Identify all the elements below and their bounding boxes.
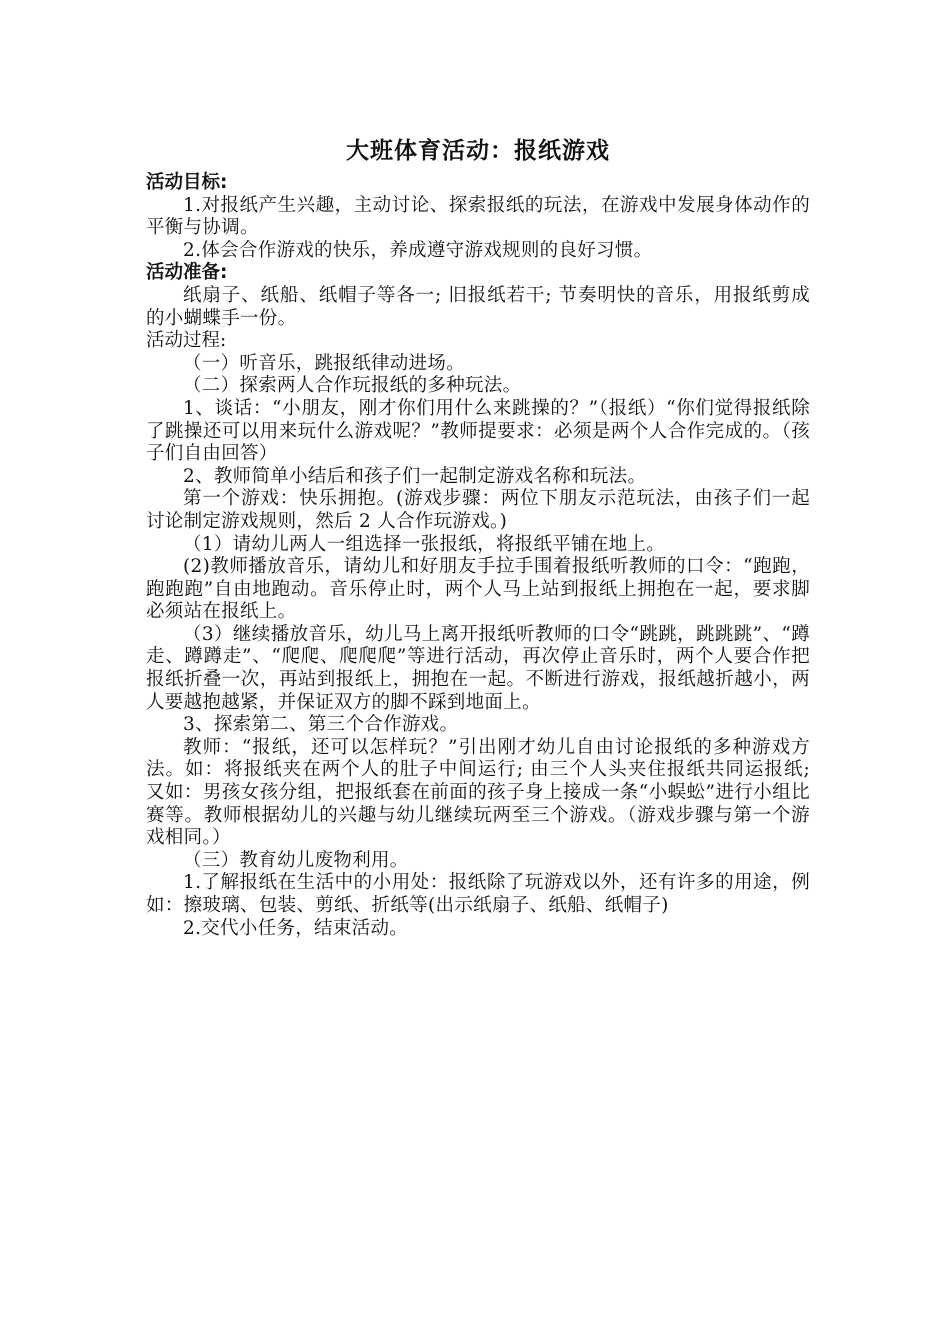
process-step: 1.了解报纸在生活中的小用处：报纸除了玩游戏以外，还有许多的用途，例如：擦玻璃、包装、剪纸、折纸等(出示纸扇子、纸船、纸帽子) xyxy=(146,872,810,916)
process-step: 2.交代小任务，结束活动。 xyxy=(183,917,409,939)
process-step: 1、谈话：“小朋友，刚才你们用什么来跳操的？”（报纸）“你们觉得报纸除了跳操还可以用来玩什么游戏呢？”教师提要求：必须是两个人合作完成的。（孩子们自由回答） xyxy=(146,397,810,465)
process-step: （3）继续播放音乐，幼儿马上离开报纸听教师的口令“跳跳，跳跳跳”、“蹲走、蹲蹲走”、“爬爬、爬爬爬”等进行活动，再次停止音乐时，两个人要合作把报纸折叠一次，再站到报纸上，拥抱在一起。不断进行游戏，报纸越折越小，两人要越抱越紧，并保证双方的脚不踩到地面上。 xyxy=(146,623,810,713)
process-step: （二）探索两人合作玩报纸的多种玩法。 xyxy=(183,375,522,397)
process-step: 第一个游戏：快乐拥抱。(游戏步骤：两位下朋友示范玩法，由孩子们一起讨论制定游戏规则，然后 2 人合作玩游戏。) xyxy=(146,488,810,532)
process-step: 3、探索第二、第三个合作游戏。 xyxy=(183,714,459,736)
process-step: 2、教师简单小结后和孩子们一起制定游戏名称和玩法。 xyxy=(183,465,647,487)
prep-paragraph: 纸扇子、纸船、纸帽子等各一; 旧报纸若干; 节奏明快的音乐，用报纸剪成的小蝴蝶手一份。 xyxy=(146,284,810,329)
process-step: (2)教师播放音乐，请幼儿和好朋友手拉手围着报纸听教师的口令：“跑跑，跑跑跑”自由地跑动。音乐停止时，两个人马上站到报纸上拥抱在一起，要求脚必须站在报纸上。 xyxy=(146,556,810,623)
process-step: （一）听音乐，跳报纸律动进场。 xyxy=(183,352,466,374)
process-step: 教师：“报纸，还可以怎样玩？”引出刚才幼儿自由讨论报纸的多种游戏方法。如：将报纸夹在两个人的肚子中间运行; 由三个人头夹住报纸共同运报纸; 又如：男孩女孩分组，把报纸套在前面的孩子身上接成一条“小蜈蚣”进行小组比赛等。教师根据幼儿的兴趣与幼儿继续玩两至三个游戏。（游戏步骤与第一个游戏相同。） xyxy=(146,736,810,849)
goal-item-2: 2.体会合作游戏的快乐，养成遵守游戏规则的良好习惯。 xyxy=(183,239,653,261)
goals-heading: 活动目标: xyxy=(146,172,228,193)
process-heading: 活动过程: xyxy=(146,330,227,352)
goal-item-1: 1.对报纸产生兴趣，主动讨论、探索报纸的玩法，在游戏中发展身体动作的平衡与协调。 xyxy=(146,194,810,239)
process-step: （三）教育幼儿废物利用。 xyxy=(183,849,409,871)
prep-heading: 活动准备: xyxy=(146,262,228,284)
document-page xyxy=(146,132,810,940)
document-title: 大班体育活动：报纸游戏 xyxy=(346,138,610,164)
process-step: （1）请幼儿两人一组选择一张报纸，将报纸平铺在地上。 xyxy=(183,533,666,555)
